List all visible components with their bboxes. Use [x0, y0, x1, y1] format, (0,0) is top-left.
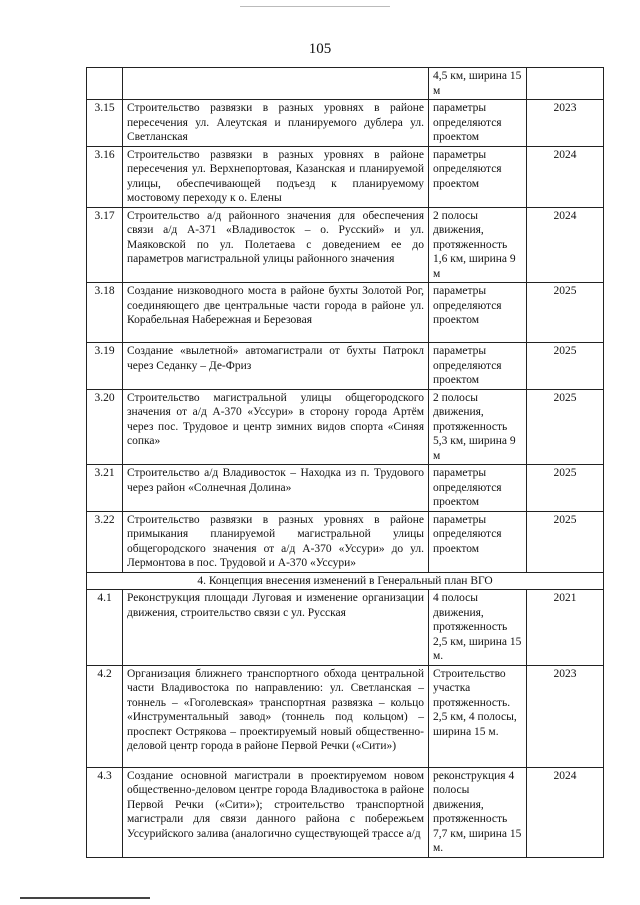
row-parameters: параметры определяются проектом — [429, 343, 527, 390]
row-year — [527, 68, 604, 100]
row-description: Строительство магистральной улицы общегородского значения от а/д А-370 «Уссури» в сторону города Артём через пос. Трудовое и центр зимних видов спорта «Синяя сопка» — [123, 389, 429, 465]
table-row — [87, 389, 604, 465]
row-year: 2024 — [527, 767, 604, 857]
row-parameters: 2 полосы движения, протяженность 1,6 км, ширина 9 м — [429, 207, 527, 283]
row-year: 2025 — [527, 343, 604, 390]
table-row — [87, 343, 604, 390]
row-description: Создание низководного моста в районе бухты Золотой Рог, соединяющего две центральные части города в районе ул. Корабельная Набережная и Березовая — [123, 283, 429, 343]
table-row — [87, 283, 604, 343]
row-number: 3.21 — [87, 465, 123, 512]
row-description: Организация ближнего транспортного обхода центральной части Владивостока по направлению: ул. Светланская – тоннель – «Гоголевская» транспортная развязка – кольцо «Инструментальный завод» (тоннель под кольцом) – проспект Острякова – проектируемый новый общественно-деловой центр города в районе Первой Речки («Сити») — [123, 665, 429, 767]
row-parameters: 4,5 км, ширина 15 м — [429, 68, 527, 100]
table-row — [87, 511, 604, 572]
row-description: Строительство а/д Владивосток – Находка из п. Трудового через район «Солнечная Долина» — [123, 465, 429, 512]
row-year: 2025 — [527, 465, 604, 512]
scan-artifact-top — [240, 6, 390, 7]
page-number: 105 — [308, 41, 332, 57]
row-year: 2023 — [527, 100, 604, 147]
row-description: Строительство развязки в разных уровнях в районе пересечения ул. Алеутская и планируемого дублера ул. Светланская — [123, 100, 429, 147]
row-description — [123, 68, 429, 100]
row-description: Создание основной магистрали в проектируемом новом общественно-деловом центре города Владивостока в районе Первой Речки («Сити»); строительство транспортной магистрали для связи данного района с побережьем Уссурийского залива (аналогично существующей трассе а/д — [123, 767, 429, 857]
row-year: 2025 — [527, 511, 604, 572]
table-row — [87, 68, 604, 100]
row-parameters: параметры определяются проектом — [429, 465, 527, 512]
row-number: 3.17 — [87, 207, 123, 283]
scan-artifact-bottom — [20, 897, 150, 899]
table-row — [87, 590, 604, 666]
table-row — [87, 465, 604, 512]
table-row — [87, 100, 604, 147]
row-number: 3.22 — [87, 511, 123, 572]
section-title: 4. Концепция внесения изменений в Генеральный план ВГО — [87, 572, 604, 590]
table-row — [87, 146, 604, 207]
row-description: Строительство развязки в разных уровнях в районе пересечения ул. Верхнепортовая, Казанская и планируемой улицы, обеспечивающей подъезд к планируемому мостовому переходу к о. Елены — [123, 146, 429, 207]
row-number: 3.20 — [87, 389, 123, 465]
row-number: 3.16 — [87, 146, 123, 207]
row-parameters: параметры определяются проектом — [429, 146, 527, 207]
row-year: 2021 — [527, 590, 604, 666]
row-number: 3.19 — [87, 343, 123, 390]
row-number — [87, 68, 123, 100]
row-description: Создание «вылетной» автомагистрали от бухты Патрокл через Седанку – Де-Фриз — [123, 343, 429, 390]
row-number: 4.2 — [87, 665, 123, 767]
row-number: 4.3 — [87, 767, 123, 857]
table-row — [87, 207, 604, 283]
row-number: 4.1 — [87, 590, 123, 666]
row-description: Реконструкция площади Луговая и изменение организации движения, строительство связи с ул. Русская — [123, 590, 429, 666]
row-parameters: параметры определяются проектом — [429, 283, 527, 343]
row-parameters: 4 полосы движения, протяженность 2,5 км, ширина 15 м. — [429, 590, 527, 666]
row-description: Строительство развязки в разных уровнях в районе примыкания планируемой магистральной улицы общегородского значения от а/д А-370 «Уссури» до ул. Лермонтова в пос. Трудовой и А-370 «Уссури» — [123, 511, 429, 572]
row-year: 2024 — [527, 146, 604, 207]
table-row — [87, 767, 604, 857]
row-parameters: Строительство участка протяженность. 2,5 км, 4 полосы, ширина 15 м. — [429, 665, 527, 767]
row-number: 3.18 — [87, 283, 123, 343]
row-parameters: 2 полосы движения, протяженность 5,3 км, ширина 9 м — [429, 389, 527, 465]
row-parameters: параметры определяются проектом — [429, 100, 527, 147]
table-row — [87, 665, 604, 767]
row-year: 2024 — [527, 207, 604, 283]
row-year: 2023 — [527, 665, 604, 767]
section-header-row — [87, 572, 604, 590]
row-year: 2025 — [527, 389, 604, 465]
row-parameters: реконструкция 4 полосы движения, протяженность 7,7 км, ширина 15 м. — [429, 767, 527, 857]
row-year: 2025 — [527, 283, 604, 343]
row-parameters: параметры определяются проектом — [429, 511, 527, 572]
row-number: 3.15 — [87, 100, 123, 147]
row-description: Строительство а/д районного значения для обеспечения связи а/д А-371 «Владивосток – о. Русский» и ул. Маяковской по ул. Полетаева с доведением ее до параметров магистральной улицы районного значения — [123, 207, 429, 283]
plan-table — [86, 67, 604, 858]
